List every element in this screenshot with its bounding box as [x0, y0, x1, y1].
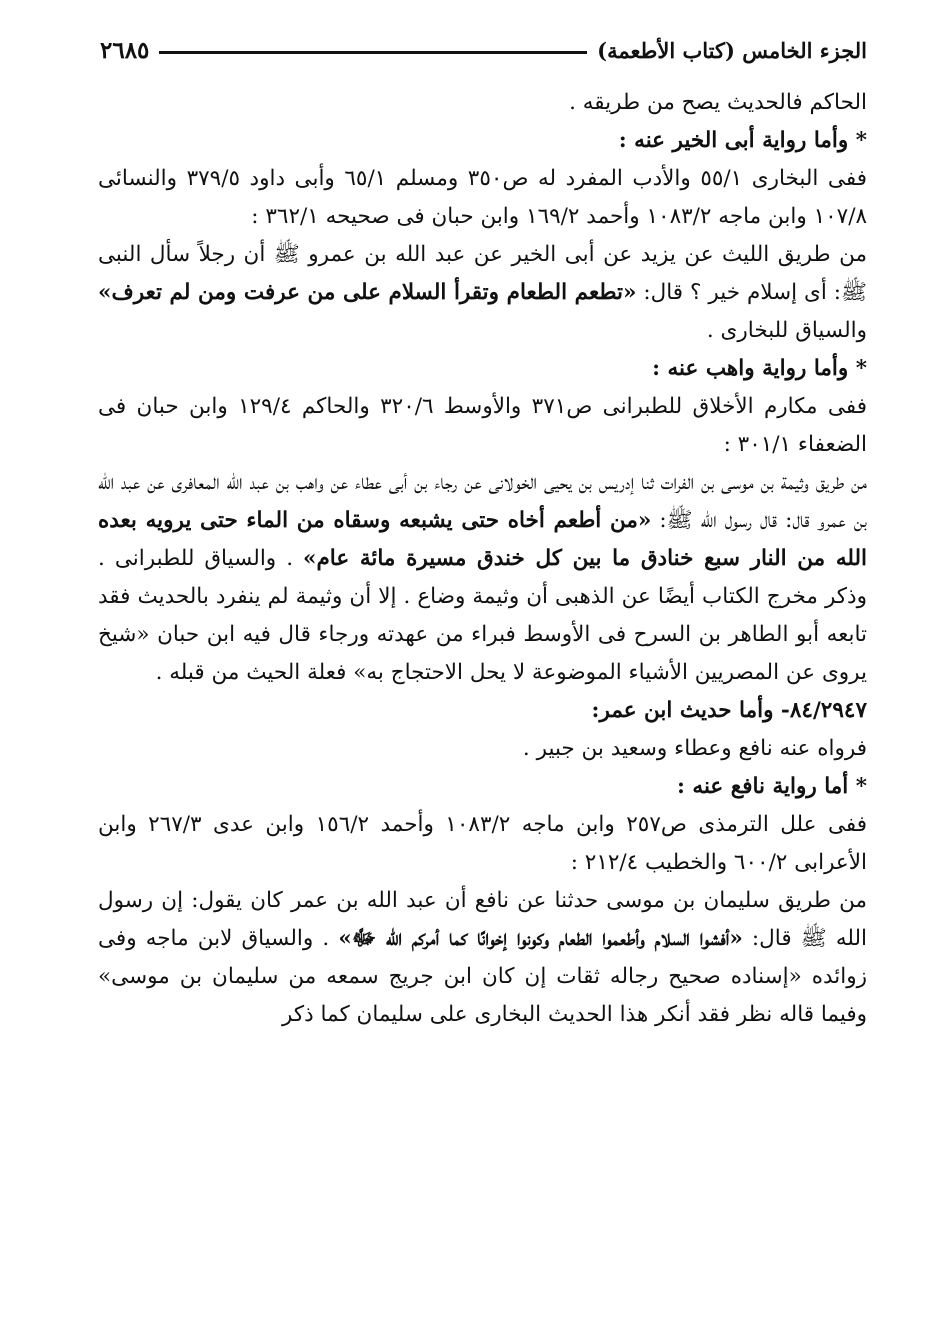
page-number: ٢٦٨٥: [100, 36, 150, 64]
page-body: [98, 84, 867, 1034]
paragraph-hadith-1: [98, 236, 867, 350]
hadith-2-matn: «من أطعم أخاه حتى يشبعه وسقاه من الماء حتى يرويه بعده الله من النار سبع خنادق ما بين كل خندق مسيرة مائة عام»: [98, 508, 867, 571]
hadith-2-note: . والسياق للطبرانى . وذكر مخرج الكتاب أيضًا عن الذهبى أن وثيمة وضاع . إلا أن وثيمة لم ينفرد بالحديث فقد تابعه أبو الطاهر بن السرح فى الأوسط فبراء من عهدته ورجاء قال فيه ابن حبان «شيخ يروى عن المصريين الأشياء الموضوعة لا يحل الاحتجاج به» فعلة الحيث من قبله .: [98, 546, 867, 685]
paragraph-sources-2: ففى مكارم الأخلاق للطبرانى ص٣٧١ والأوسط ٣٢٠/٦ والحاكم ١٢٩/٤ وابن حبان فى الضعفاء ٣٠١/١ :: [98, 394, 867, 457]
hadith-1-matn: «تطعم الطعام وتقرأ السلام على من عرفت ومن لم تعرف»: [98, 280, 637, 305]
paragraph-hadith-2: [98, 464, 867, 692]
section-heading-ibn-umar: ٨٤/٢٩٤٧- وأما حديث ابن عمر:: [591, 698, 867, 723]
header-rule: [159, 51, 587, 54]
paragraph-sources-1: ففى البخارى ٥٥/١ والأدب المفرد له ص٣٥٠ ومسلم ٦٥/١ وأبى داود ٣٧٩/٥ والنسائى ١٠٧/٨ وابن ماجه ١٠٨٣/٢ وأحمد ١٦٩/٢ وابن حبان فى صحيحه ٣٦٢/١ :: [98, 166, 867, 229]
page-header: [100, 30, 867, 70]
running-title: الجزء الخامس (كتاب الأطعمة): [597, 37, 867, 63]
paragraph-narrators: فرواه عنه نافع وعطاء وسعيد بن جبير .: [522, 736, 867, 761]
hadith-3-note: . والسياق لابن ماجه وفى زوائده «إسناده صحيح رجاله ثقات إن كان ابن جريج سمعه من سليمان بن موسى» وفيما قاله نظر فقد أنكر هذا الحديث البخارى على سليمان كما ذكر: [98, 926, 867, 1027]
hadith-1-note: والسياق للبخارى .: [706, 318, 867, 343]
section-heading-nafi: * أما رواية نافع عنه :: [677, 774, 867, 799]
section-heading-abu-al-khayr: * وأما رواية أبى الخير عنه :: [618, 128, 867, 153]
section-heading-wahib: * وأما رواية واهب عنه :: [652, 356, 867, 381]
paragraph-continuation: الحاكم فالحديث يصح من طريقه .: [569, 90, 867, 115]
hadith-2-chain: من طريق وثيمة بن موسى بن الفرات ثنا إدريس بن يحيى الخولانى عن رجاء بن أبى عطاء عن واهب بن عبد الله المعافرى عن عبد الله بن عمرو قال: قال رسول الله ﷺ:: [98, 470, 867, 533]
hadith-3-matn: «أفشوا السلام وأطعموا الطعام وكونوا إخوانًا كما أمركم الله ﷻ»: [338, 926, 743, 951]
paragraph-sources-3: ففى علل الترمذى ص٢٥٧ وابن ماجه ١٠٨٣/٢ وأحمد ١٥٦/٢ وابن عدى ٢٦٧/٣ وابن الأعرابى ٦٠٠/٢ والخطيب ٢١٢/٤ :: [98, 812, 868, 875]
paragraph-hadith-3: [98, 882, 867, 1034]
hadith-1-chain: من طريق الليث عن يزيد عن أبى الخير عن عبد الله بن عمرو ﷺ أن رجلاً سأل النبى ﷺ: أى إسلام خير ؟ قال:: [98, 242, 867, 305]
hadith-3-chain: من طريق سليمان بن موسى حدثنا عن نافع أن عبد الله بن عمر كان يقول: إن رسول الله ﷺ قال:: [98, 888, 868, 951]
